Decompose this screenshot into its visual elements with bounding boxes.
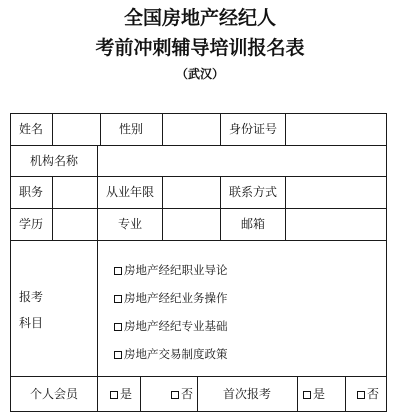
contact-field[interactable] [288, 178, 384, 206]
table-border-bottom [10, 411, 387, 412]
table-col-divider [220, 113, 221, 145]
subject-option-basics[interactable] [114, 319, 228, 333]
years-field[interactable] [164, 178, 218, 206]
table-border-left [10, 113, 11, 412]
member-yes-label: 是 [120, 387, 133, 401]
table-col-divider [97, 145, 98, 176]
subject-option-label: 房地产经纪职业导论 [124, 263, 228, 277]
first-exam-no-checkbox[interactable] [357, 391, 365, 399]
member-no-option[interactable] [171, 387, 193, 401]
table-col-divider [100, 113, 101, 145]
table-col-divider [285, 113, 286, 145]
table-row-divider [10, 176, 387, 177]
member-yes-checkbox[interactable] [110, 391, 118, 399]
subjects-label [19, 284, 43, 336]
table-col-divider [285, 176, 286, 240]
education-field[interactable] [54, 210, 94, 238]
gender-field[interactable] [164, 115, 218, 143]
table-col-divider [97, 240, 98, 376]
first-exam-yes-option[interactable] [303, 387, 325, 401]
table-row-divider [10, 208, 387, 209]
table-row-divider [10, 240, 387, 241]
table-border-right [386, 113, 387, 412]
email-label: 邮箱 [240, 217, 266, 231]
position-label: 职务 [18, 185, 44, 199]
table-col-divider [140, 376, 141, 411]
education-label: 学历 [18, 217, 44, 231]
gender-label: 性别 [118, 122, 144, 136]
table-col-divider [162, 176, 163, 240]
subjects-label-line-2: 科目 [18, 316, 44, 330]
table-col-divider [97, 176, 98, 240]
years-label: 从业年限 [105, 185, 155, 199]
member-label: 个人会员 [29, 387, 79, 401]
subject-option-label: 房地产经纪业务操作 [124, 291, 228, 305]
form-subtitle: （武汉） [175, 67, 224, 81]
table-row-divider [10, 376, 387, 377]
table-border-top [10, 113, 387, 114]
table-col-divider [52, 176, 53, 240]
registration-form-table [10, 113, 387, 412]
major-label: 专业 [117, 217, 143, 231]
table-col-divider [345, 376, 346, 411]
table-col-divider [297, 376, 298, 411]
member-no-checkbox[interactable] [171, 391, 179, 399]
organization-field[interactable] [100, 148, 384, 175]
contact-label: 联系方式 [228, 185, 278, 199]
table-col-divider [197, 376, 198, 411]
first-exam-yes-label: 是 [313, 387, 326, 401]
id-number-field[interactable] [288, 115, 384, 143]
name-field[interactable] [54, 115, 98, 143]
subject-checkbox[interactable] [114, 323, 122, 331]
id-number-label: 身份证号 [228, 122, 278, 136]
subject-option-label: 房地产交易制度政策 [124, 347, 228, 361]
table-col-divider [162, 113, 163, 145]
table-row-divider [10, 145, 387, 146]
position-field[interactable] [54, 178, 94, 206]
email-field[interactable] [288, 210, 384, 238]
first-exam-yes-checkbox[interactable] [303, 391, 311, 399]
subject-checkbox[interactable] [114, 351, 122, 359]
member-yes-option[interactable] [110, 387, 132, 401]
name-label: 姓名 [18, 122, 44, 136]
major-field[interactable] [164, 210, 218, 238]
subject-option-policy[interactable] [114, 347, 228, 361]
subject-option-label: 房地产经纪专业基础 [124, 319, 228, 333]
table-col-divider [52, 113, 53, 145]
member-no-label: 否 [181, 387, 194, 401]
first-exam-no-label: 否 [367, 387, 380, 401]
organization-label: 机构名称 [29, 154, 79, 168]
first-exam-no-option[interactable] [357, 387, 379, 401]
subject-checkbox[interactable] [114, 295, 122, 303]
subject-option-operations[interactable] [114, 291, 228, 305]
form-title-line-2: 考前冲刺辅导培训报名表 [95, 37, 305, 59]
table-col-divider [97, 376, 98, 411]
first-exam-label: 首次报考 [222, 387, 272, 401]
form-title-line-1: 全国房地产经纪人 [123, 7, 276, 29]
table-col-divider [220, 176, 221, 240]
subject-checkbox[interactable] [114, 267, 122, 275]
subject-option-intro[interactable] [114, 263, 228, 277]
subjects-label-line-1: 报考 [18, 290, 44, 304]
